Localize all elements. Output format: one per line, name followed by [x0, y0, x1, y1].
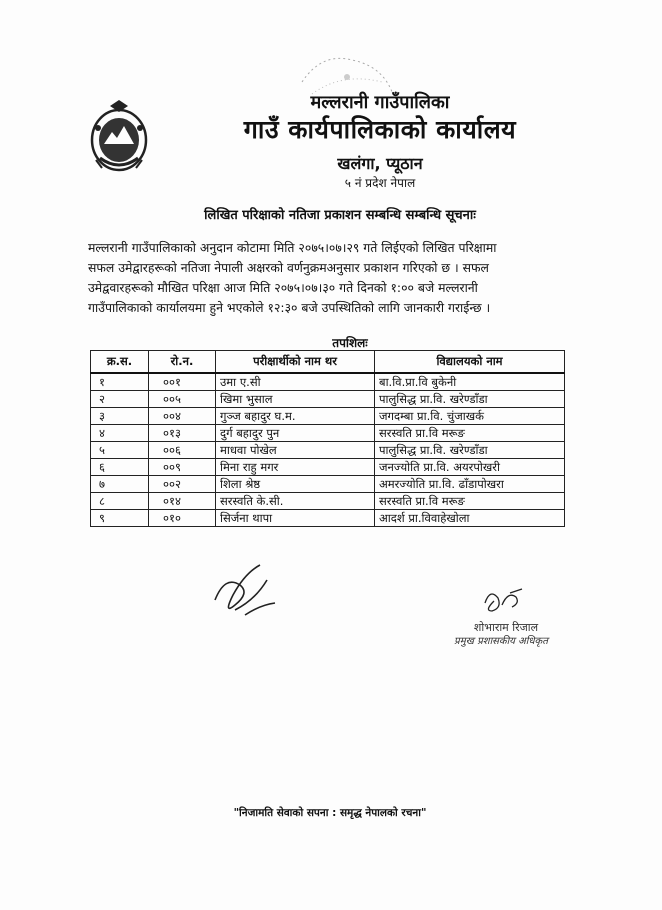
cell-name: माधवा पोखेल: [216, 442, 375, 459]
cell-name: सरस्वति के.सी.: [216, 493, 375, 510]
cell-sn: ७: [91, 476, 149, 493]
nepal-emblem-icon: [88, 98, 150, 178]
table-row: [91, 425, 565, 442]
cell-name: गुञ्ज बहादुर घ.म.: [216, 408, 375, 425]
header-name: परीक्षार्थीको नाम थर: [216, 351, 375, 374]
cell-roll: ०१४: [149, 493, 216, 510]
cell-sn: ९: [91, 510, 149, 527]
office-location: खलंगा, प्यूठान: [337, 154, 423, 173]
table-caption: तपशिलः: [332, 336, 368, 350]
body-line: उमेद्ववारहरूको मौखित परिक्षा आज मिति २०७५।०७।३० गते दिनको १:०० बजे मल्लरानी: [88, 280, 478, 295]
cell-sn: ५: [91, 442, 149, 459]
table-row: [91, 373, 565, 391]
province-label: ५ नं प्रदेश नेपाल: [344, 176, 416, 190]
cell-school: अमरज्योति प्रा.वि. ढाँडापोखरा: [375, 476, 565, 493]
cell-school: आदर्श प्रा.विवाहेखोला: [375, 510, 565, 527]
municipality-name: मल्लरानी गाउँपालिका: [310, 92, 450, 113]
cell-school: बा.वि.प्रा.वि बुकेनी: [375, 373, 565, 391]
cell-school: सरस्वति प्रा.वि मरूङ: [375, 493, 565, 510]
header-school: विद्यालयको नाम: [375, 351, 565, 374]
footer-slogan: "निजामति सेवाको सपना : समृद्ध नेपालको रचना": [233, 807, 427, 819]
cell-school: सरस्वति प्रा.वि मरूङ: [375, 425, 565, 442]
signature-icon: [205, 555, 295, 625]
cell-sn: ६: [91, 459, 149, 476]
cell-sn: ३: [91, 408, 149, 425]
cell-roll: ००५: [149, 391, 216, 408]
cell-name: दुर्ग बहादुर पुन: [216, 425, 375, 442]
header-roll: रो.न.: [149, 351, 216, 374]
table-row: [91, 391, 565, 408]
table-row: [91, 459, 565, 476]
cell-school: जनज्योति प्रा.वि. अयरपोखरी: [375, 459, 565, 476]
table-row: [91, 408, 565, 425]
cell-sn: २: [91, 391, 149, 408]
cell-roll: ००२: [149, 476, 216, 493]
table-row: [91, 510, 565, 527]
table-row: [91, 476, 565, 493]
cell-roll: ००४: [149, 408, 216, 425]
cell-name: सिर्जना थापा: [216, 510, 375, 527]
cell-roll: ०१३: [149, 425, 216, 442]
cell-name: शिला श्रेष्ठ: [216, 476, 375, 493]
table-row: [91, 493, 565, 510]
cell-name: मिना राहु मगर: [216, 459, 375, 476]
cell-school: पालुसिद्ध प्रा.वि. खरेण्डाँडा: [375, 442, 565, 459]
cell-school: पालुसिद्ध प्रा.वि. खरेण्डाँडा: [375, 391, 565, 408]
cell-name: उमा ए.सी: [216, 373, 375, 391]
office-name: गाउँ कार्यपालिकाको कार्यालय: [243, 115, 517, 144]
body-line: गाउँपालिकाको कार्यालयमा हुने भएकोले १२:३० बजे उपस्थितिको लागि जानकारी गराईन्छ ।: [88, 300, 491, 315]
notice-subject: लिखित परिक्षाको नतिजा प्रकाशन सम्बन्धि सम्बन्धि सूचनाः: [204, 208, 476, 223]
cell-roll: ००९: [149, 459, 216, 476]
cell-sn: १: [91, 373, 149, 391]
notice-body: [88, 238, 568, 318]
officer-signature-icon: [480, 583, 530, 618]
table-row: [91, 442, 565, 459]
cell-school: जगदम्बा प्रा.वि. चुंजाखर्क: [375, 408, 565, 425]
body-line: मल्लरानी गाउँपालिकाको अनुदान कोटामा मिति २०७५।०७।२९ गते लिईएको लिखित परिक्षामा: [88, 240, 497, 255]
results-table: [90, 350, 565, 527]
cell-roll: ००१: [149, 373, 216, 391]
cell-roll: ०१०: [149, 510, 216, 527]
cell-roll: ००६: [149, 442, 216, 459]
header-sn: क्र.स.: [91, 351, 149, 374]
cell-sn: ४: [91, 425, 149, 442]
officer-title: प्रमुख प्रशासकीय अधिकृत: [454, 636, 548, 647]
officer-name: शोभाराम रिजाल: [473, 621, 539, 634]
cell-name: खिमा भुसाल: [216, 391, 375, 408]
body-line: सफल उमेद्वारहरूको नतिजा नेपाली अक्षरको वर्णनुक्रमअनुसार प्रकाशन गरिएको छ । सफल: [88, 260, 489, 275]
cell-sn: ८: [91, 493, 149, 510]
table-header-row: [91, 351, 565, 374]
